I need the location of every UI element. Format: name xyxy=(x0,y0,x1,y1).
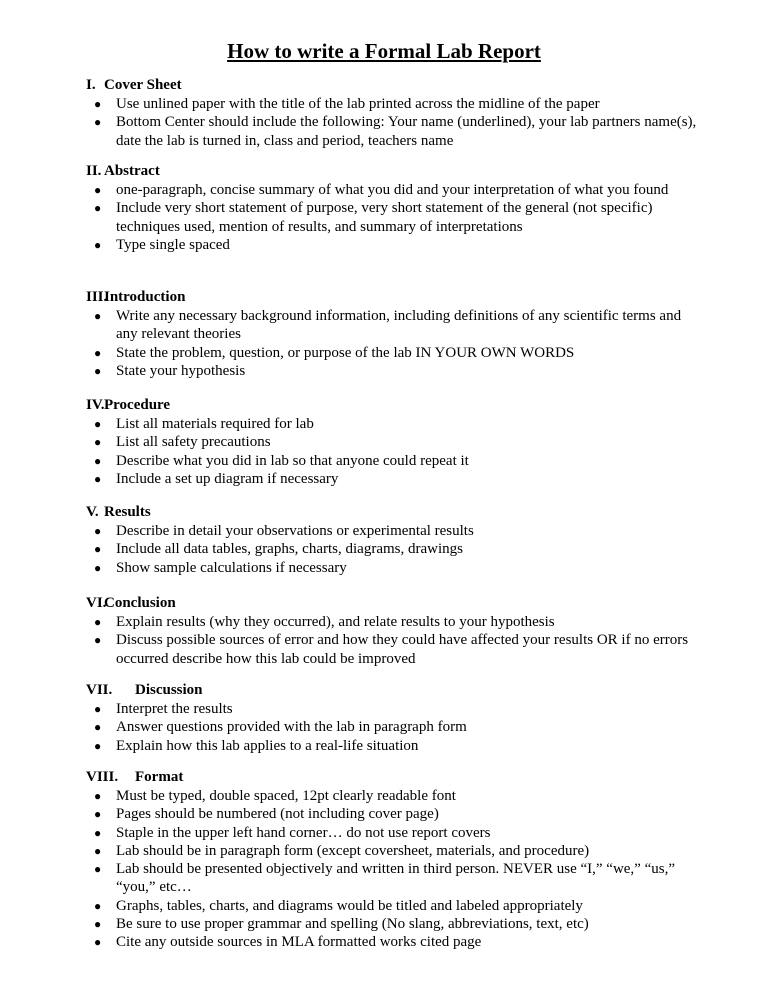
section-number: VIII. xyxy=(86,769,119,785)
list-item xyxy=(86,700,706,718)
bullet-list xyxy=(86,522,706,577)
section-heading-text: Discussion xyxy=(135,682,203,698)
bullet-list xyxy=(86,613,706,668)
document-title: How to write a Formal Lab Report xyxy=(227,39,541,63)
list-item xyxy=(86,933,706,951)
list-item xyxy=(86,915,706,933)
list-item-text: Answer questions provided with the lab in paragraph form xyxy=(116,719,467,736)
list-item-text: Pages should be numbered (not including cover page) xyxy=(116,806,439,823)
section-6 xyxy=(86,594,706,668)
list-item xyxy=(86,113,706,150)
bullet-icon: ● xyxy=(94,183,102,197)
bullet-icon: ● xyxy=(94,201,102,216)
list-item-text: Type single spaced xyxy=(116,236,230,253)
list-item-text: Bottom Center should include the following: Your name (underlined), your lab partners name(s), date the lab is turned in, class and period, teachers name xyxy=(116,114,697,149)
list-item xyxy=(86,362,706,380)
bullet-list xyxy=(86,415,706,488)
list-item xyxy=(86,522,706,540)
list-item-text: Graphs, tables, charts, and diagrams would be titled and labeled appropriately xyxy=(116,897,583,914)
list-item xyxy=(86,897,706,915)
list-item xyxy=(86,199,706,236)
bullet-icon: ● xyxy=(94,453,102,468)
bullet-icon: ● xyxy=(94,917,102,932)
list-item-text: Include a set up diagram if necessary xyxy=(116,470,339,487)
bullet-icon: ● xyxy=(94,524,102,538)
section-number: V. xyxy=(86,504,99,520)
section-heading xyxy=(86,681,706,700)
list-item xyxy=(86,860,706,897)
section-heading-text: Results xyxy=(104,504,151,520)
bullet-icon: ● xyxy=(94,615,102,629)
bullet-icon: ● xyxy=(94,702,102,716)
list-item-text: Use unlined paper with the title of the lab printed across the midline of the paper xyxy=(116,96,600,112)
bullet-icon: ● xyxy=(94,237,102,252)
list-item xyxy=(86,631,706,668)
list-item xyxy=(86,613,706,631)
section-heading xyxy=(86,594,706,613)
section-number: VII. xyxy=(86,682,113,698)
list-item xyxy=(86,805,706,823)
list-item xyxy=(86,181,706,199)
list-item xyxy=(86,540,706,558)
bullet-icon: ● xyxy=(94,789,102,803)
list-item-text: List all safety precautions xyxy=(116,434,271,451)
list-item-text: State the problem, question, or purpose of the lab IN YOUR OWN WORDS xyxy=(116,344,575,361)
bullet-icon: ● xyxy=(94,97,102,111)
bullet-icon: ● xyxy=(94,738,102,753)
section-heading xyxy=(86,396,706,415)
bullet-icon: ● xyxy=(94,542,102,557)
bullet-icon: ● xyxy=(94,363,102,378)
list-item xyxy=(86,718,706,736)
bullet-icon: ● xyxy=(94,309,102,323)
bullet-icon: ● xyxy=(94,435,102,450)
list-item-text: Interpret the results xyxy=(116,701,233,717)
section-5 xyxy=(86,503,706,577)
list-item-text: Staple in the upper left hand corner… do not use report covers xyxy=(116,824,491,841)
section-heading xyxy=(86,288,706,307)
list-item-text: Cite any outside sources in MLA formatted works cited page xyxy=(116,934,482,951)
section-number: VI. xyxy=(86,595,107,611)
bullet-icon: ● xyxy=(94,471,102,486)
list-item-text: Write any necessary background information, including definitions of any scientific terms and any relevant theories xyxy=(116,308,682,343)
list-item-text: Describe in detail your observations or experimental results xyxy=(116,523,474,539)
list-item xyxy=(86,95,706,113)
bullet-icon: ● xyxy=(94,807,102,822)
list-item xyxy=(86,470,706,488)
bullet-icon: ● xyxy=(94,720,102,735)
list-item-text: State your hypothesis xyxy=(116,362,246,379)
list-item-text: Lab should be presented objectively and written in third person. NEVER use “I,” “we,” “us,” “you,” etc… xyxy=(116,861,675,896)
list-item xyxy=(86,307,706,344)
section-2 xyxy=(86,162,706,254)
bullet-icon: ● xyxy=(94,843,102,858)
section-number: IV. xyxy=(86,397,105,413)
list-item-text: one-paragraph, concise summary of what you did and your interpretation of what you found xyxy=(116,182,669,198)
list-item xyxy=(86,344,706,362)
list-item-text: Show sample calculations if necessary xyxy=(116,559,347,576)
list-item-text: Discuss possible sources of error and how they could have affected your results OR if no errors occurred describe how this lab could be improved xyxy=(116,632,689,667)
list-item-text: List all materials required for lab xyxy=(116,416,314,432)
bullet-icon: ● xyxy=(94,115,102,130)
section-number: III. xyxy=(86,289,108,305)
section-heading xyxy=(86,768,706,787)
section-8 xyxy=(86,768,706,952)
list-item-text: Be sure to use proper grammar and spelling (No slang, abbreviations, text, etc) xyxy=(116,916,589,933)
section-heading-text: Procedure xyxy=(104,397,171,413)
bullet-icon: ● xyxy=(94,345,102,360)
section-number: I. xyxy=(86,77,96,93)
list-item-text: Must be typed, double spaced, 12pt clearly readable font xyxy=(116,788,456,804)
list-item xyxy=(86,824,706,842)
section-heading-text: Abstract xyxy=(104,163,160,179)
bullet-list xyxy=(86,307,706,380)
list-item-text: Include very short statement of purpose, very short statement of the general (not specific) techniques used, mention of results, and summary of interpretations xyxy=(116,200,653,235)
bullet-icon: ● xyxy=(94,862,102,877)
bullet-list xyxy=(86,700,706,755)
bullet-list xyxy=(86,95,706,150)
bullet-list xyxy=(86,181,706,254)
list-item xyxy=(86,236,706,254)
list-item xyxy=(86,433,706,451)
list-item xyxy=(86,737,706,755)
section-heading xyxy=(86,503,706,522)
list-item xyxy=(86,415,706,433)
section-heading xyxy=(86,76,706,95)
bullet-icon: ● xyxy=(94,560,102,575)
list-item-text: Explain how this lab applies to a real-life situation xyxy=(116,737,419,754)
list-item xyxy=(86,559,706,577)
bullet-icon: ● xyxy=(94,935,102,950)
list-item-text: Include all data tables, graphs, charts, diagrams, drawings xyxy=(116,541,463,558)
section-heading-text: Introduction xyxy=(104,289,186,305)
section-heading-text: Conclusion xyxy=(104,595,176,611)
list-item-text: Lab should be in paragraph form (except coversheet, materials, and procedure) xyxy=(116,842,590,859)
section-heading xyxy=(86,162,706,181)
list-item xyxy=(86,842,706,860)
bullet-icon: ● xyxy=(94,633,102,648)
section-number: II. xyxy=(86,163,102,179)
section-3 xyxy=(86,288,706,380)
section-heading-text: Cover Sheet xyxy=(104,77,182,93)
list-item-text: Describe what you did in lab so that anyone could repeat it xyxy=(116,452,469,469)
section-7 xyxy=(86,681,706,755)
section-1 xyxy=(86,76,706,150)
list-item-text: Explain results (why they occurred), and relate results to your hypothesis xyxy=(116,614,555,630)
bullet-icon: ● xyxy=(94,898,102,913)
section-4 xyxy=(86,396,706,488)
list-item xyxy=(86,787,706,805)
bullet-list xyxy=(86,787,706,952)
bullet-icon: ● xyxy=(94,417,102,431)
list-item xyxy=(86,452,706,470)
bullet-icon: ● xyxy=(94,825,102,840)
section-heading-text: Format xyxy=(135,769,184,785)
